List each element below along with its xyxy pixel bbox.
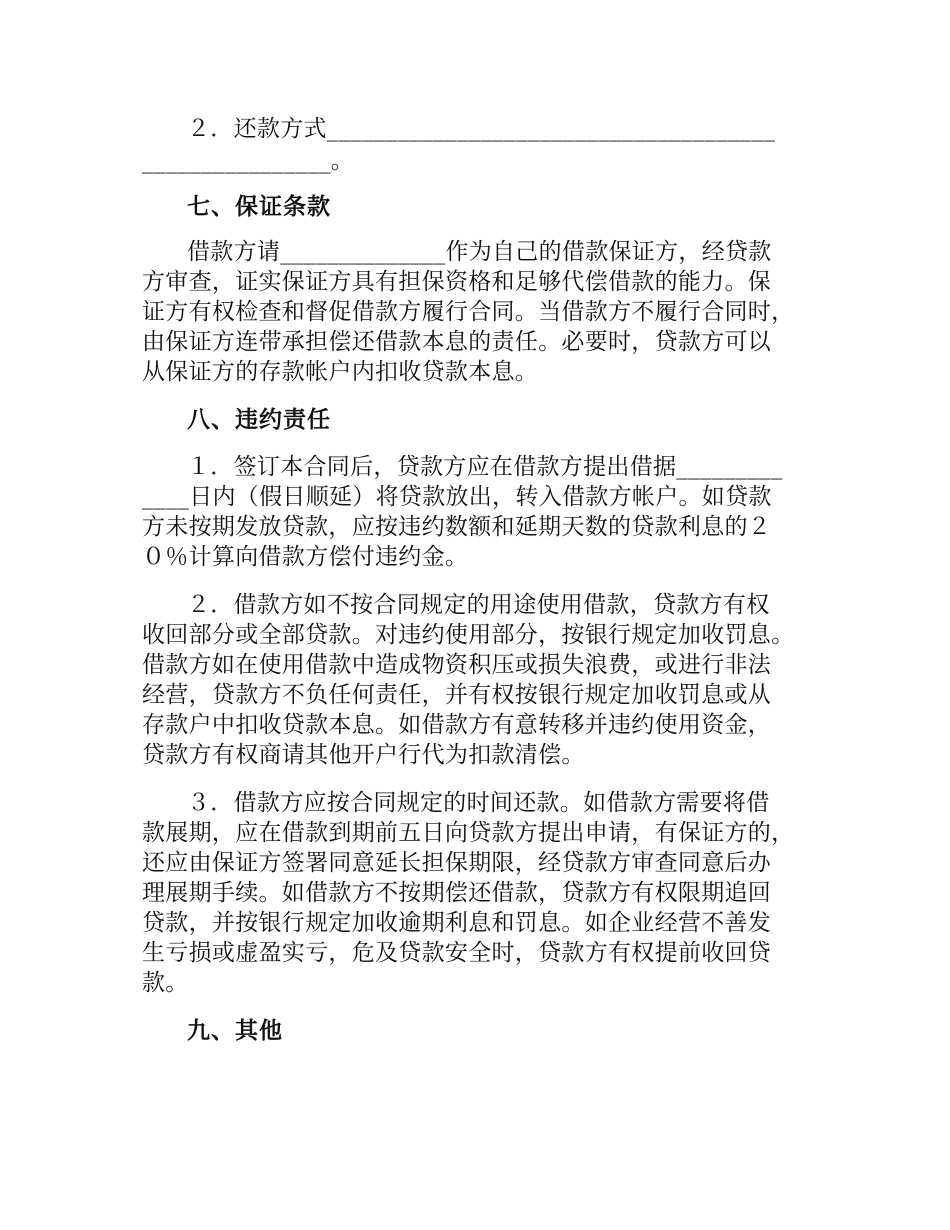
- section-8-item-2-line-5: 存款户中扣收贷款本息。如借款方有意转移并违约使用资金，: [142, 712, 772, 738]
- section-9-heading: 九、其他: [187, 1017, 283, 1044]
- section-7-line-4: 由保证方连带承担偿还借款本息的责任。必要时，贷款方可以: [142, 329, 772, 355]
- section-7-heading: 七、保证条款: [187, 193, 331, 220]
- section-8-item-1-line-4: ０％计算向借款方偿付违约金。: [142, 544, 469, 570]
- section-8-item-3-line-4: 理展期手续。如借款方不按期偿还借款，贷款方有权限期追回: [142, 880, 772, 906]
- section-8-item-3-line-1: ３．借款方应按合同规定的时间还款。如借款方需要将借: [187, 790, 770, 816]
- section-8-item-3-line-2: 款展期，应在借款到期前五日向贷款方提出申请，有保证方的，: [142, 820, 795, 846]
- section-8-heading: 八、违约责任: [187, 406, 331, 433]
- section-8-item-1-line-2: ____日内（假日顺延）将贷款放出，转入借款方帐户。如贷款: [142, 484, 772, 510]
- section-8-item-3-line-3: 还应由保证方签署同意延长担保期限，经贷款方审查同意后办: [142, 850, 772, 876]
- section-7-line-5: 从保证方的存款帐户内扣收贷款本息。: [142, 359, 539, 385]
- section-8-item-3-line-5: 贷款，并按银行规定加收逾期利息和罚息。如企业经营不善发: [142, 910, 772, 936]
- section-7-line-1: 借款方请______________作为自己的借款保证方，经贷款: [187, 239, 772, 265]
- section-8-item-2-line-3: 借款方如在使用借款中造成物资积压或损失浪费，或进行非法: [142, 652, 772, 678]
- section-8-item-2-line-4: 经营，贷款方不负任何责任，并有权按银行规定加收罚息或从: [142, 682, 772, 708]
- section-8-item-1-line-3: 方未按期发放贷款，应按违约数额和延期天数的贷款利息的２: [142, 514, 772, 540]
- repayment-method-line-2: ________________。: [142, 148, 355, 174]
- section-8-item-2-line-1: ２．借款方如不按合同规定的用途使用借款，贷款方有权: [187, 592, 770, 618]
- section-8-item-3-line-6: 生亏损或虚盈实亏，危及贷款安全时，贷款方有权提前收回贷: [142, 940, 772, 966]
- section-8-item-2-line-2: 收回部分或全部贷款。对违约使用部分，按银行规定加收罚息。: [142, 622, 795, 648]
- section-8-item-1-line-1: １．签订本合同后，贷款方应在借款方提出借据_________: [187, 454, 783, 480]
- section-8-item-2-line-6: 贷款方有权商请其他开户行代为扣款清偿。: [142, 742, 585, 768]
- repayment-method-line-1: ２．还款方式______________________________________: [187, 116, 776, 142]
- section-7-line-3: 证方有权检查和督促借款方履行合同。当借款方不履行合同时，: [142, 299, 795, 325]
- section-8-item-3-line-7: 款。: [142, 970, 189, 996]
- section-7-line-2: 方审查，证实保证方具有担保资格和足够代偿借款的能力。保: [142, 269, 772, 295]
